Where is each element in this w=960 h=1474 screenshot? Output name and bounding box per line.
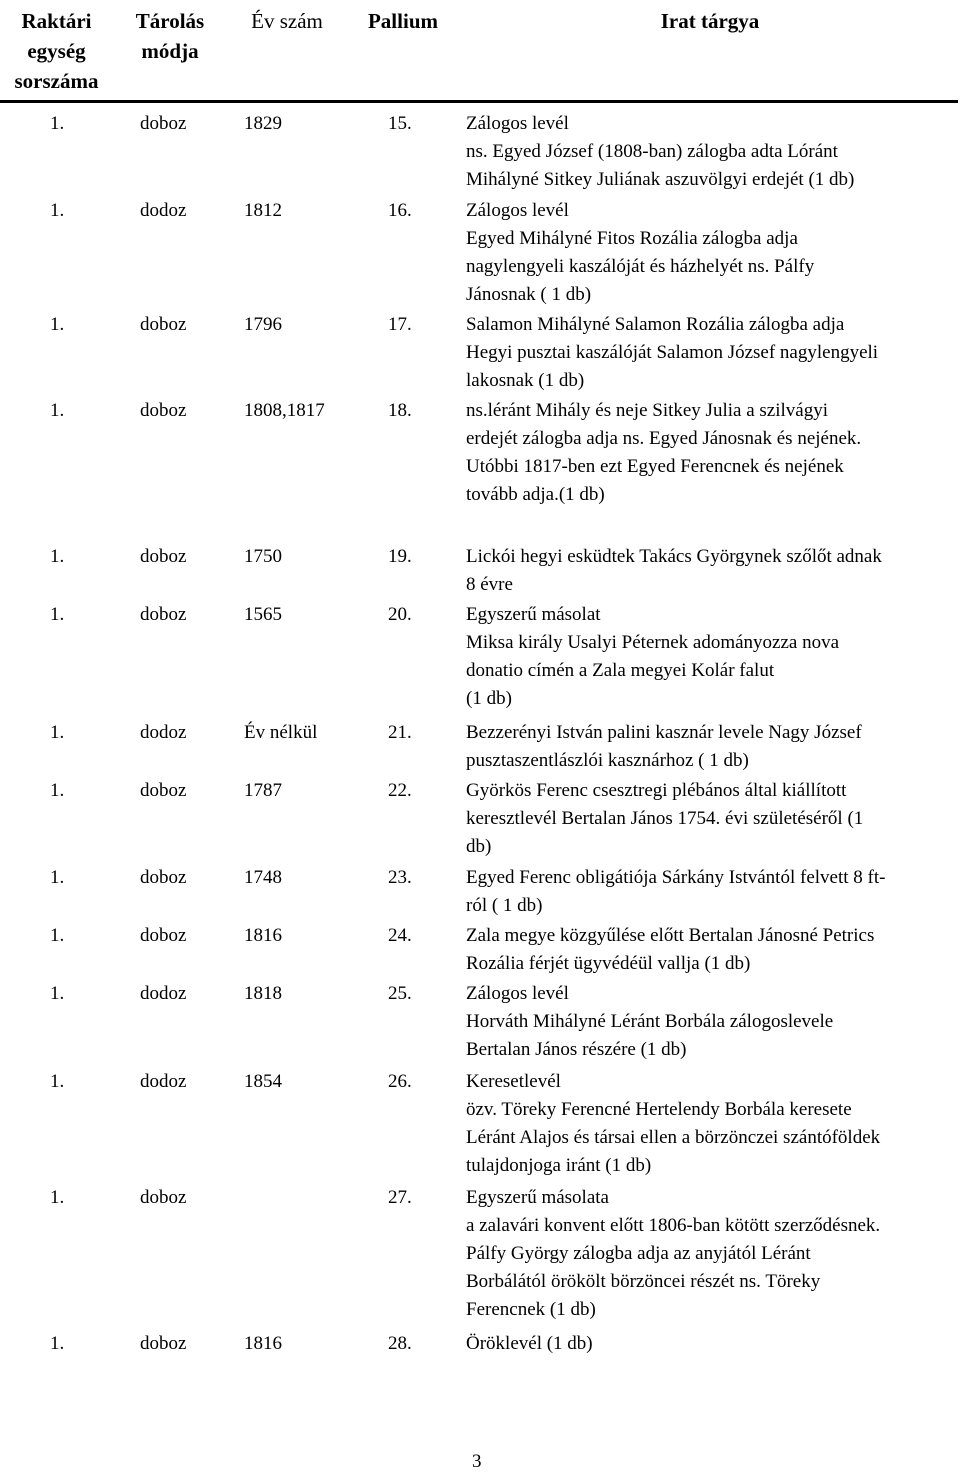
header-line: Év szám	[251, 9, 323, 33]
subject-line: Zálogos levél	[466, 200, 569, 221]
subject-line: Zálogos levél	[466, 983, 569, 1004]
storage-mode-cell: doboz	[140, 925, 187, 946]
storage-mode-cell: doboz	[140, 546, 187, 567]
year-cell: 1854	[244, 1071, 282, 1092]
subject-line: 8 évre	[466, 574, 513, 595]
header-line: Irat tárgya	[660, 9, 760, 33]
header-line: módja	[141, 39, 199, 63]
subject-line: Egyed Mihályné Fitos Rozália zálogba adja	[466, 228, 798, 249]
subject-line: Miksa király Usalyi Péternek adományozza nova	[466, 632, 840, 653]
header-storage-unit-number	[0, 6, 113, 96]
subject-line: tovább adja.(1 db)	[466, 484, 605, 505]
storage-unit-cell: 1.	[50, 400, 65, 421]
subject-line: Borbálától örökölt börzöncei részét ns. Töreky	[466, 1271, 821, 1292]
storage-mode-cell: doboz	[140, 314, 187, 335]
storage-mode-cell: dodoz	[140, 200, 187, 221]
storage-mode-cell: dodoz	[140, 722, 187, 743]
year-cell: 1816	[244, 925, 282, 946]
year-cell: 1565	[244, 604, 282, 625]
subject-cell	[466, 1068, 960, 1180]
subject-line: db)	[466, 836, 492, 857]
storage-unit-cell: 1.	[50, 1071, 65, 1092]
year-cell: 1787	[244, 780, 282, 801]
subject-line: ns.léránt Mihály és neje Sitkey Julia a szilvágyi	[466, 400, 828, 421]
header-storage-mode	[120, 6, 220, 66]
subject-line: Egyszerű másolat	[466, 604, 601, 625]
storage-mode-cell: doboz	[140, 1187, 187, 1208]
year-cell: 1818	[244, 983, 282, 1004]
storage-unit-cell: 1.	[50, 1333, 65, 1354]
subject-cell	[466, 777, 960, 861]
storage-unit-cell: 1.	[50, 983, 65, 1004]
subject-cell	[466, 397, 960, 509]
year-cell: 1829	[244, 113, 282, 134]
subject-line: Egyed Ferenc obligátiója Sárkány Istvántól felvett 8 ft-	[466, 867, 886, 888]
subject-line: özv. Töreky Ferencné Hertelendy Borbála keresete	[466, 1099, 852, 1120]
storage-mode-cell: doboz	[140, 1333, 187, 1354]
subject-line: Györkös Ferenc csesztregi plébános által kiállított	[466, 780, 847, 801]
pallium-cell: 17.	[388, 314, 412, 335]
header-line: Pallium	[367, 9, 438, 33]
pallium-cell: 25.	[388, 983, 412, 1004]
subject-line: Léránt Alajos és társai ellen a börzönczei szántóföldek	[466, 1127, 881, 1148]
year-cell: 1808,1817	[244, 400, 325, 421]
subject-line: erdejét zálogba adja ns. Egyed Jánosnak és nejének.	[466, 428, 862, 449]
subject-line: Horváth Mihályné Léránt Borbála zálogoslevele	[466, 1011, 834, 1032]
subject-line: keresztlevél Bertalan János 1754. évi születéséről (1	[466, 808, 864, 829]
subject-line: lakosnak (1 db)	[466, 370, 585, 391]
pallium-cell: 24.	[388, 925, 412, 946]
page-number: 3	[472, 1451, 482, 1472]
subject-line: Öröklevél (1 db)	[466, 1333, 593, 1354]
pallium-cell: 21.	[388, 722, 412, 743]
subject-line: nagylengyeli kaszálóját és házhelyét ns. Pálfy	[466, 256, 815, 277]
pallium-cell: 22.	[388, 780, 412, 801]
subject-cell	[466, 543, 960, 599]
header-divider	[0, 100, 958, 103]
year-cell: 1812	[244, 200, 282, 221]
pallium-cell: 23.	[388, 867, 412, 888]
subject-cell	[466, 864, 960, 920]
subject-cell	[466, 311, 960, 395]
table-header	[0, 0, 960, 104]
storage-mode-cell: doboz	[140, 400, 187, 421]
subject-line: Salamon Mihályné Salamon Rozália zálogba adja	[466, 314, 845, 335]
subject-cell	[466, 1184, 960, 1324]
subject-cell	[466, 1330, 960, 1358]
subject-cell	[466, 110, 960, 194]
storage-unit-cell: 1.	[50, 925, 65, 946]
header-year	[232, 6, 342, 36]
subject-line: (1 db)	[466, 688, 512, 709]
subject-cell	[466, 980, 960, 1064]
subject-line: Egyszerű másolata	[466, 1187, 609, 1208]
subject-line: Hegyi pusztai kaszálóját Salamon József nagylengyeli	[466, 342, 879, 363]
storage-unit-cell: 1.	[50, 604, 65, 625]
storage-unit-cell: 1.	[50, 546, 65, 567]
pallium-cell: 19.	[388, 546, 412, 567]
subject-line: Zala megye közgyűlése előtt Bertalan Jánosné Petrics	[466, 925, 875, 946]
storage-mode-cell: doboz	[140, 604, 187, 625]
storage-unit-cell: 1.	[50, 722, 65, 743]
year-cell: 1748	[244, 867, 282, 888]
header-line: Raktári	[21, 9, 92, 33]
storage-unit-cell: 1.	[50, 314, 65, 335]
storage-unit-cell: 1.	[50, 113, 65, 134]
subject-line: a zalavári konvent előtt 1806-ban kötött szerződésnek.	[466, 1215, 881, 1236]
subject-cell	[466, 197, 960, 309]
storage-unit-cell: 1.	[50, 1187, 65, 1208]
storage-mode-cell: dodoz	[140, 983, 187, 1004]
storage-unit-cell: 1.	[50, 867, 65, 888]
subject-line: ns. Egyed József (1808-ban) zálogba adta Lóránt	[466, 141, 838, 162]
subject-line: Ferencnek (1 db)	[466, 1299, 596, 1320]
subject-line: Keresetlevél	[466, 1071, 561, 1092]
subject-line: Pálfy György zálogba adja az anyjától Léránt	[466, 1243, 811, 1264]
storage-mode-cell: dodoz	[140, 1071, 187, 1092]
pallium-cell: 16.	[388, 200, 412, 221]
subject-line: Lickói hegyi esküdtek Takács Györgynek szőlőt adnak	[466, 546, 882, 567]
storage-unit-cell: 1.	[50, 780, 65, 801]
storage-mode-cell: doboz	[140, 780, 187, 801]
subject-line: Bertalan János részére (1 db)	[466, 1039, 687, 1060]
pallium-cell: 28.	[388, 1333, 412, 1354]
subject-line: Bezzerényi István palini kasznár levele Nagy József	[466, 722, 862, 743]
year-cell: Év nélkül	[244, 722, 318, 743]
pallium-cell: 18.	[388, 400, 412, 421]
subject-line: Mihályné Sitkey Juliának aszuvölgyi erdejét (1 db)	[466, 169, 855, 190]
storage-mode-cell: doboz	[140, 867, 187, 888]
subject-line: Utóbbi 1817-ben ezt Egyed Ferencnek és nejének	[466, 456, 844, 477]
header-line: sorszáma	[14, 69, 99, 93]
header-document-subject	[560, 6, 860, 36]
subject-line: tulajdonjoga iránt (1 db)	[466, 1155, 652, 1176]
pallium-cell: 15.	[388, 113, 412, 134]
pallium-cell: 26.	[388, 1071, 412, 1092]
subject-line: Zálogos levél	[466, 113, 569, 134]
storage-mode-cell: doboz	[140, 113, 187, 134]
subject-line: Jánosnak ( 1 db)	[466, 284, 592, 305]
subject-cell	[466, 601, 960, 713]
year-cell: 1750	[244, 546, 282, 567]
header-pallium	[352, 6, 454, 36]
header-line: Tárolás	[135, 9, 205, 33]
subject-cell	[466, 719, 960, 775]
year-cell: 1816	[244, 1333, 282, 1354]
year-cell: 1796	[244, 314, 282, 335]
header-line: egység	[27, 39, 86, 63]
subject-cell	[466, 922, 960, 978]
storage-unit-cell: 1.	[50, 200, 65, 221]
pallium-cell: 20.	[388, 604, 412, 625]
subject-line: ról ( 1 db)	[466, 895, 543, 916]
subject-line: pusztaszentlászlói kasznárhoz ( 1 db)	[466, 750, 749, 771]
subject-line: Rozália férjét ügyvédéül vallja (1 db)	[466, 953, 751, 974]
pallium-cell: 27.	[388, 1187, 412, 1208]
subject-line: donatio címén a Zala megyei Kolár falut	[466, 660, 775, 681]
